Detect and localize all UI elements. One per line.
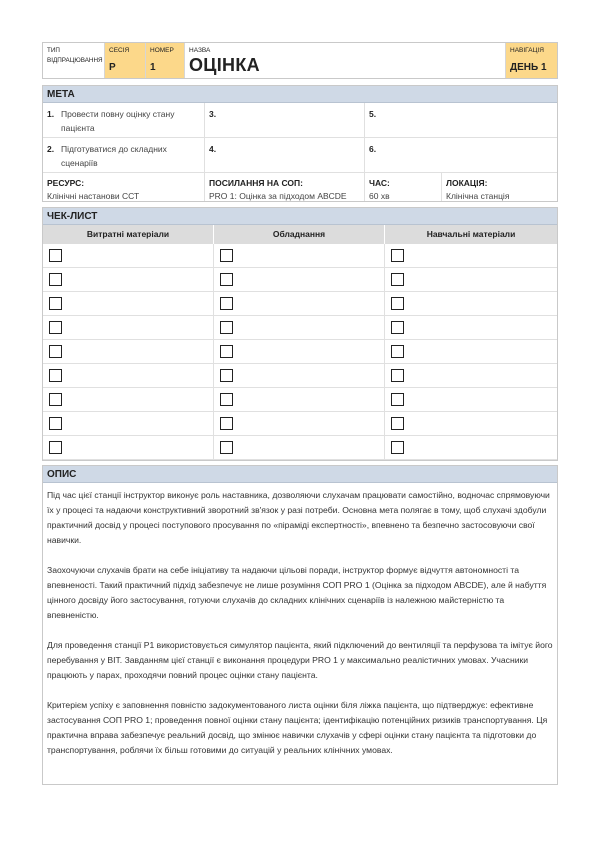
checklist-cell: [385, 436, 557, 460]
checklist-cell: [214, 268, 385, 292]
goal-number: 6.: [369, 144, 377, 154]
time-label: ЧАС:: [369, 178, 390, 188]
number-cell: [146, 43, 185, 78]
sop-cell: [205, 173, 365, 201]
checklist-cell: [214, 364, 385, 388]
checklist-cell: [43, 436, 214, 460]
checklist-cell: [214, 316, 385, 340]
checkbox[interactable]: [391, 273, 404, 286]
checkbox[interactable]: [49, 393, 62, 406]
checklist-cell: [214, 388, 385, 412]
checkbox[interactable]: [220, 441, 233, 454]
checkbox[interactable]: [220, 321, 233, 334]
resource-cell: [43, 173, 205, 201]
checkbox[interactable]: [220, 417, 233, 430]
description-section: [42, 465, 558, 785]
checklist-cell: [385, 268, 557, 292]
checklist-section: [42, 207, 558, 461]
checkbox[interactable]: [220, 393, 233, 406]
session-cell: [105, 43, 146, 78]
checklist-cell: [43, 364, 214, 388]
checkbox[interactable]: [49, 321, 62, 334]
checkbox[interactable]: [391, 417, 404, 430]
name-label: НАЗВА: [189, 47, 211, 54]
goals-grid: [43, 103, 557, 173]
checklist-cell: [43, 412, 214, 436]
number-value: 1: [150, 62, 156, 73]
time-value: 60 хв: [369, 191, 390, 201]
checkbox[interactable]: [49, 441, 62, 454]
checklist-cell: [214, 436, 385, 460]
checkbox[interactable]: [220, 297, 233, 310]
session-label: СЕСІЯ: [109, 47, 130, 54]
goal-item: [43, 138, 205, 173]
checklist-cell: [385, 340, 557, 364]
checkbox[interactable]: [49, 345, 62, 358]
header-bar: [42, 42, 558, 79]
description-body: [43, 483, 557, 784]
column-learning-materials: Навчальні матеріали: [426, 229, 516, 239]
goal-number: 3.: [209, 109, 217, 119]
time-cell: [365, 173, 442, 201]
checklist-cell: [43, 268, 214, 292]
checkbox[interactable]: [391, 393, 404, 406]
checkbox[interactable]: [49, 369, 62, 382]
goal-item: [365, 138, 557, 173]
checklist-cell: [214, 340, 385, 364]
checklist-cell: [43, 340, 214, 364]
checklist-cell: [43, 244, 214, 268]
meta-row: [43, 173, 557, 201]
checkbox[interactable]: [391, 249, 404, 262]
goal-number: 2.: [47, 144, 55, 154]
navigation-cell[interactable]: [506, 43, 557, 78]
goal-text: Підготуватися до складних сценаріїв: [61, 144, 167, 168]
checklist-cell: [43, 388, 214, 412]
column-consumables: Витратні матеріали: [43, 225, 214, 244]
navigation-day[interactable]: ДЕНЬ 1: [510, 62, 547, 73]
description-title: ОПИС: [43, 466, 557, 483]
checklist-cell: [43, 316, 214, 340]
description-paragraph: Критерієм успіху є заповнення повністю задокументованого листа оцінки біля ліжка пацієнта, що підтверджує: ефективне застосування СОП PRO 1; проведення повної оцінки стану пацієнта; ідентифікацію потенційних ризиків транспортування. Ця практична вправа забезпечує реальний досвід, що змінює навички слухачів у сфері оцінки стану пацієнта та підготовки до транспортування, роблячи їх більш готовими до ситуацій у реальних клінічних умовах.: [47, 700, 548, 755]
checkbox[interactable]: [391, 441, 404, 454]
checklist-cell: [385, 412, 557, 436]
resource-value: Клінічні настанови ССТ: [47, 191, 140, 201]
session-value: P: [109, 62, 116, 73]
checkbox[interactable]: [391, 345, 404, 358]
goal-text: Провести повну оцінку стану пацієнта: [61, 109, 175, 133]
goal-item: [365, 103, 557, 138]
location-cell: [442, 173, 557, 201]
checkbox[interactable]: [49, 417, 62, 430]
goal-item: [205, 103, 365, 138]
checkbox[interactable]: [220, 273, 233, 286]
resource-label: РЕСУРС:: [47, 178, 85, 188]
checklist-cell: [385, 316, 557, 340]
checklist-grid: [43, 244, 557, 460]
checklist-title: ЧЕК-ЛИСТ: [43, 208, 557, 225]
column-equipment: Обладнання: [214, 225, 385, 244]
checklist-cell: [385, 388, 557, 412]
checkbox[interactable]: [391, 369, 404, 382]
location-label: ЛОКАЦІЯ:: [446, 178, 488, 188]
description-paragraph: Під час цієї станції інструктор виконує роль наставника, дозволяючи слухачам працювати самостійно, водночас спрямовуючи їх у процесі та надаючи конструктивний зворотний зв'язок у разі потреби. Основна мета полягає в тому, щоб слухачі здобули практичний досвід у процесі поступового просування по «піраміді експертності», впевнено та безпечно застосовуючи свої навички.: [47, 490, 550, 545]
checkbox[interactable]: [220, 369, 233, 382]
checkbox[interactable]: [220, 249, 233, 262]
goals-title: МЕТА: [43, 86, 557, 103]
checkbox[interactable]: [49, 249, 62, 262]
type-label: ТИП ВІДПРАЦЮВАННЯ: [47, 47, 103, 64]
checkbox[interactable]: [391, 321, 404, 334]
navigation-label: НАВІГАЦІЯ: [510, 47, 544, 54]
type-cell: [43, 43, 105, 78]
sop-value: PRO 1: Оцінка за підходом ABCDE: [209, 191, 347, 201]
page-title: ОЦІНКА: [189, 55, 260, 75]
checklist-header: [43, 225, 557, 244]
document-page: [42, 42, 558, 785]
checkbox[interactable]: [49, 297, 62, 310]
checkbox[interactable]: [220, 345, 233, 358]
location-value: Клінічна станція: [446, 191, 510, 201]
checkbox[interactable]: [391, 297, 404, 310]
checklist-cell: [385, 364, 557, 388]
number-label: НОМЕР: [150, 47, 174, 54]
description-paragraph: Заохочуючи слухачів брати на себе ініціативу та надаючи цільові поради, інструктор формує відчуття автономності та впевненості. Такий практичний підхід забезпечує не лише розуміння СОП PRO 1 (Оцінка за підходом ABCDE), але й набуття цінного досвіду його застосування, готуючи слухачів до складних клінічних сценаріїв із належною майстерністю та впевненістю.: [47, 565, 547, 620]
goal-number: 5.: [369, 109, 377, 119]
goal-item: [205, 138, 365, 173]
goal-number: 1.: [47, 109, 55, 119]
checklist-cell: [214, 244, 385, 268]
checklist-cell: [385, 244, 557, 268]
goal-number: 4.: [209, 144, 217, 154]
checklist-cell: [43, 292, 214, 316]
name-cell: [185, 43, 506, 78]
description-paragraph: Для проведення станції Р1 використовується симулятор пацієнта, який підключений до вентиляції та перфузова та імітує його перебування у ВІТ. Завданням цієї станції є виконання процедури PRO 1 у максимально реалістичних умовах. Учасники працюють у парах, проходячи повний процес оцінки стану пацієнта.: [47, 640, 553, 680]
sop-label: ПОСИЛАННЯ НА СОП:: [209, 178, 303, 188]
checkbox[interactable]: [49, 273, 62, 286]
goal-item: [43, 103, 205, 138]
checklist-cell: [214, 292, 385, 316]
checklist-cell: [385, 292, 557, 316]
checklist-cell: [214, 412, 385, 436]
goals-section: [42, 85, 558, 202]
